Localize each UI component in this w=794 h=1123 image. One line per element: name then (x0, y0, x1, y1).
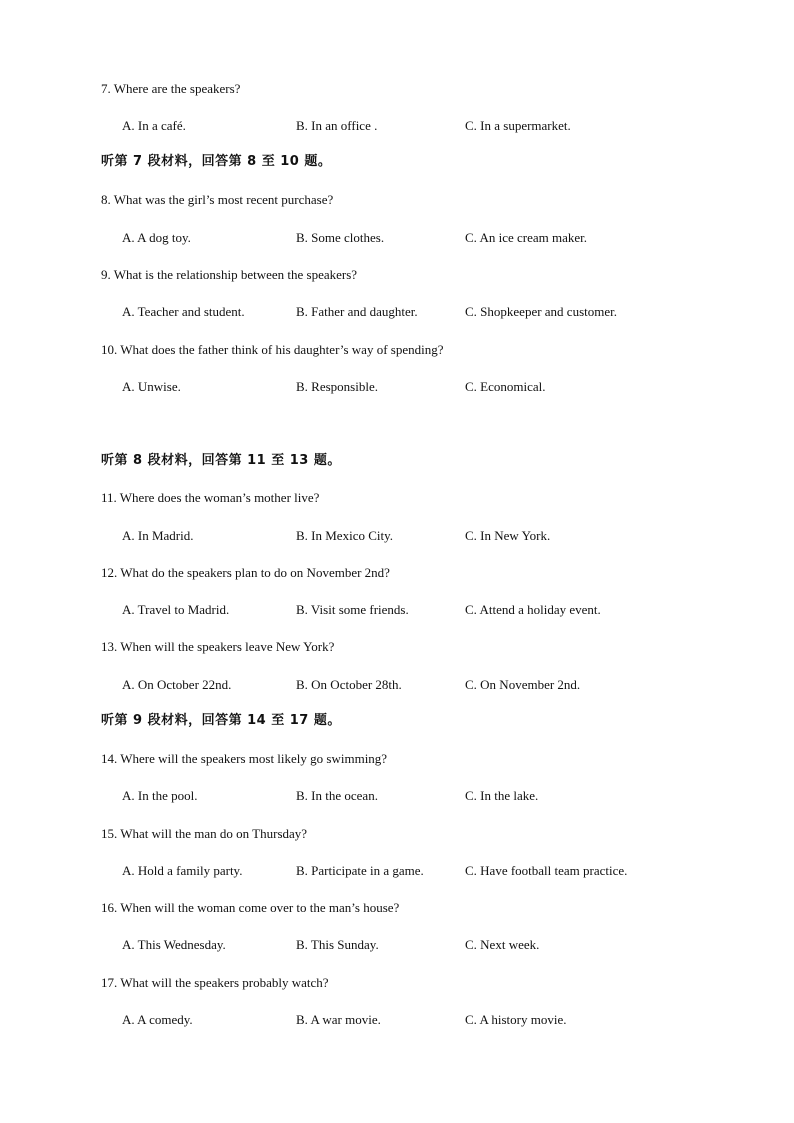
option-b: B. In the ocean. (296, 788, 378, 803)
question-12: 12. What do the speakers plan to do on November 2nd? (101, 565, 390, 580)
option-c: C. An ice cream maker. (465, 230, 588, 245)
option-b: B. Responsible. (296, 379, 378, 394)
option-b: B. A war movie. (296, 1012, 381, 1027)
question-14: 14. Where will the speakers most likely go swimming? (101, 751, 388, 766)
option-a: A. Unwise. (122, 379, 181, 394)
option-a: A. In the pool. (122, 788, 198, 803)
option-c: C. In the lake. (465, 788, 539, 803)
question-17: 17. What will the speakers probably watch? (101, 975, 329, 990)
option-b: B. Visit some friends. (296, 602, 409, 617)
question-13: 13. When will the speakers leave New York? (101, 639, 335, 654)
option-a: A. Hold a family party. (122, 863, 243, 878)
option-b: B. Some clothes. (296, 230, 385, 245)
option-a: A. On October 22nd. (122, 677, 232, 692)
question-7: 7. Where are the speakers? (101, 81, 241, 96)
option-b: B. In an office . (296, 118, 378, 133)
option-a: A. Teacher and student. (122, 304, 245, 319)
option-c: C. Attend a holiday event. (465, 602, 601, 617)
option-a: A. In a café. (122, 118, 186, 133)
question-16: 16. When will the woman come over to the man’s house? (101, 900, 400, 915)
option-c: C. In a supermarket. (465, 118, 571, 133)
question-9: 9. What is the relationship between the speakers? (101, 267, 358, 282)
option-c: C. A history movie. (465, 1012, 567, 1027)
option-b: B. In Mexico City. (296, 528, 394, 543)
option-a: A. A comedy. (122, 1012, 193, 1027)
option-c: C. In New York. (465, 528, 551, 543)
option-c: C. Shopkeeper and customer. (465, 304, 617, 319)
option-c: C. Have football team practice. (465, 863, 628, 878)
question-11: 11. Where does the woman’s mother live? (101, 490, 320, 505)
option-c: C. Economical. (465, 379, 546, 394)
section-heading-8: 听第 8 段材料，回答第 11 至 13 题。 (101, 453, 341, 468)
option-c: C. On November 2nd. (465, 677, 581, 692)
section-heading-9: 听第 9 段材料，回答第 14 至 17 题。 (101, 713, 341, 728)
option-a: A. This Wednesday. (122, 937, 226, 952)
option-b: B. On October 28th. (296, 677, 402, 692)
option-a: A. Travel to Madrid. (122, 602, 230, 617)
question-8: 8. What was the girl’s most recent purchase? (101, 192, 334, 207)
option-b: B. This Sunday. (296, 937, 379, 952)
question-10: 10. What does the father think of his daughter’s way of spending? (101, 342, 444, 357)
section-heading-7: 听第 7 段材料，回答第 8 至 10 题。 (101, 154, 332, 169)
option-a: A. In Madrid. (122, 528, 194, 543)
question-15: 15. What will the man do on Thursday? (101, 826, 308, 841)
option-b: B. Father and daughter. (296, 304, 418, 319)
option-a: A. A dog toy. (122, 230, 191, 245)
option-c: C. Next week. (465, 937, 540, 952)
option-b: B. Participate in a game. (296, 863, 424, 878)
